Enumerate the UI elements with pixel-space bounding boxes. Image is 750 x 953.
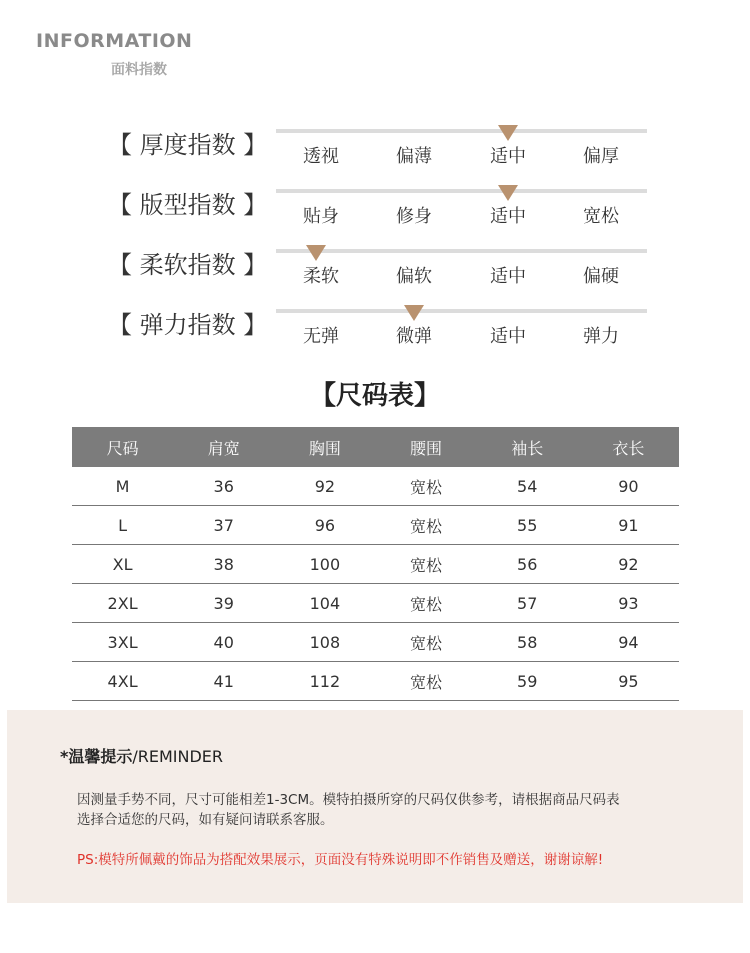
index-row-thickness bbox=[0, 125, 750, 185]
section-title-en: INFORMATION bbox=[36, 30, 193, 52]
table-cell: 宽松 bbox=[375, 506, 476, 545]
table-row bbox=[72, 506, 679, 545]
table-row bbox=[72, 623, 679, 662]
index-bar bbox=[276, 129, 647, 133]
index-row-softness bbox=[0, 245, 750, 305]
reminder-title-en: /REMINDER bbox=[132, 747, 224, 766]
index-row-fit bbox=[0, 185, 750, 245]
table-cell: 宽松 bbox=[375, 467, 476, 506]
table-cell: 108 bbox=[274, 623, 375, 662]
column-header: 胸围 bbox=[274, 427, 375, 467]
table-cell: 2XL bbox=[72, 584, 173, 623]
index-marker-icon bbox=[306, 245, 326, 261]
table-cell: 39 bbox=[173, 584, 274, 623]
index-option: 偏硬 bbox=[583, 266, 619, 287]
index-label: 【 厚度指数 】 bbox=[108, 131, 268, 159]
table-header-row bbox=[72, 427, 679, 467]
index-row-elasticity bbox=[0, 305, 750, 365]
index-option: 适中 bbox=[490, 206, 526, 227]
index-label: 【 版型指数 】 bbox=[108, 191, 268, 219]
table-cell: 92 bbox=[578, 545, 679, 584]
reminder-box bbox=[7, 710, 743, 903]
reminder-text-line: 因测量手势不同，尺寸可能相差1-3CM。模特拍摄所穿的尺码仅供参考，请根据商品尺码表 bbox=[77, 792, 620, 808]
index-option: 偏薄 bbox=[396, 146, 432, 167]
table-cell: 58 bbox=[477, 623, 578, 662]
table-cell: 55 bbox=[477, 506, 578, 545]
size-table bbox=[72, 427, 679, 701]
column-header: 腰围 bbox=[375, 427, 476, 467]
index-option: 偏厚 bbox=[583, 146, 619, 167]
table-cell: 宽松 bbox=[375, 545, 476, 584]
index-marker-icon bbox=[498, 185, 518, 201]
table-cell: 93 bbox=[578, 584, 679, 623]
table-cell: M bbox=[72, 467, 173, 506]
column-header: 衣长 bbox=[578, 427, 679, 467]
table-cell: 宽松 bbox=[375, 662, 476, 701]
table-cell: 37 bbox=[173, 506, 274, 545]
table-row bbox=[72, 662, 679, 701]
index-option: 偏软 bbox=[396, 266, 432, 287]
table-cell: 36 bbox=[173, 467, 274, 506]
index-option: 适中 bbox=[490, 266, 526, 287]
table-cell: 4XL bbox=[72, 662, 173, 701]
index-bar bbox=[276, 249, 647, 253]
table-cell: 38 bbox=[173, 545, 274, 584]
table-cell: 宽松 bbox=[375, 584, 476, 623]
reminder-text-line: 选择合适您的尺码，如有疑问请联系客服。 bbox=[77, 812, 334, 828]
table-row bbox=[72, 467, 679, 506]
index-marker-icon bbox=[498, 125, 518, 141]
index-option: 微弹 bbox=[396, 326, 432, 347]
table-cell: 104 bbox=[274, 584, 375, 623]
table-cell: 90 bbox=[578, 467, 679, 506]
index-option: 适中 bbox=[490, 146, 526, 167]
table-cell: 3XL bbox=[72, 623, 173, 662]
index-marker-icon bbox=[404, 305, 424, 321]
section-subtitle-cn: 面料指数 bbox=[111, 62, 167, 78]
table-cell: 56 bbox=[477, 545, 578, 584]
table-cell: 57 bbox=[477, 584, 578, 623]
table-cell: 54 bbox=[477, 467, 578, 506]
index-option: 宽松 bbox=[583, 206, 619, 227]
table-cell: 94 bbox=[578, 623, 679, 662]
index-bar bbox=[276, 189, 647, 193]
reminder-title bbox=[60, 744, 223, 767]
table-cell: 40 bbox=[173, 623, 274, 662]
index-option: 修身 bbox=[396, 206, 432, 227]
size-table-title: 【尺码表】 bbox=[309, 381, 440, 411]
index-bar bbox=[276, 309, 647, 313]
table-cell: 96 bbox=[274, 506, 375, 545]
reminder-title-cn: *温馨提示 bbox=[60, 747, 133, 766]
table-row bbox=[72, 584, 679, 623]
index-label: 【 弹力指数 】 bbox=[108, 311, 268, 339]
table-cell: 95 bbox=[578, 662, 679, 701]
table-cell: XL bbox=[72, 545, 173, 584]
index-option: 弹力 bbox=[583, 326, 619, 347]
table-cell: 91 bbox=[578, 506, 679, 545]
index-option: 透视 bbox=[303, 146, 339, 167]
table-cell: 宽松 bbox=[375, 623, 476, 662]
table-cell: L bbox=[72, 506, 173, 545]
table-cell: 100 bbox=[274, 545, 375, 584]
column-header: 尺码 bbox=[72, 427, 173, 467]
reminder-note: PS:模特所佩戴的饰品为搭配效果展示，页面没有特殊说明即不作销售及赠送，谢谢谅解! bbox=[77, 852, 604, 868]
index-label: 【 柔软指数 】 bbox=[108, 251, 268, 279]
table-cell: 112 bbox=[274, 662, 375, 701]
column-header: 肩宽 bbox=[173, 427, 274, 467]
table-cell: 59 bbox=[477, 662, 578, 701]
table-cell: 92 bbox=[274, 467, 375, 506]
index-option: 柔软 bbox=[303, 266, 339, 287]
index-option: 适中 bbox=[490, 326, 526, 347]
index-option: 贴身 bbox=[303, 206, 339, 227]
column-header: 袖长 bbox=[477, 427, 578, 467]
table-row bbox=[72, 545, 679, 584]
index-option: 无弹 bbox=[303, 326, 339, 347]
table-cell: 41 bbox=[173, 662, 274, 701]
